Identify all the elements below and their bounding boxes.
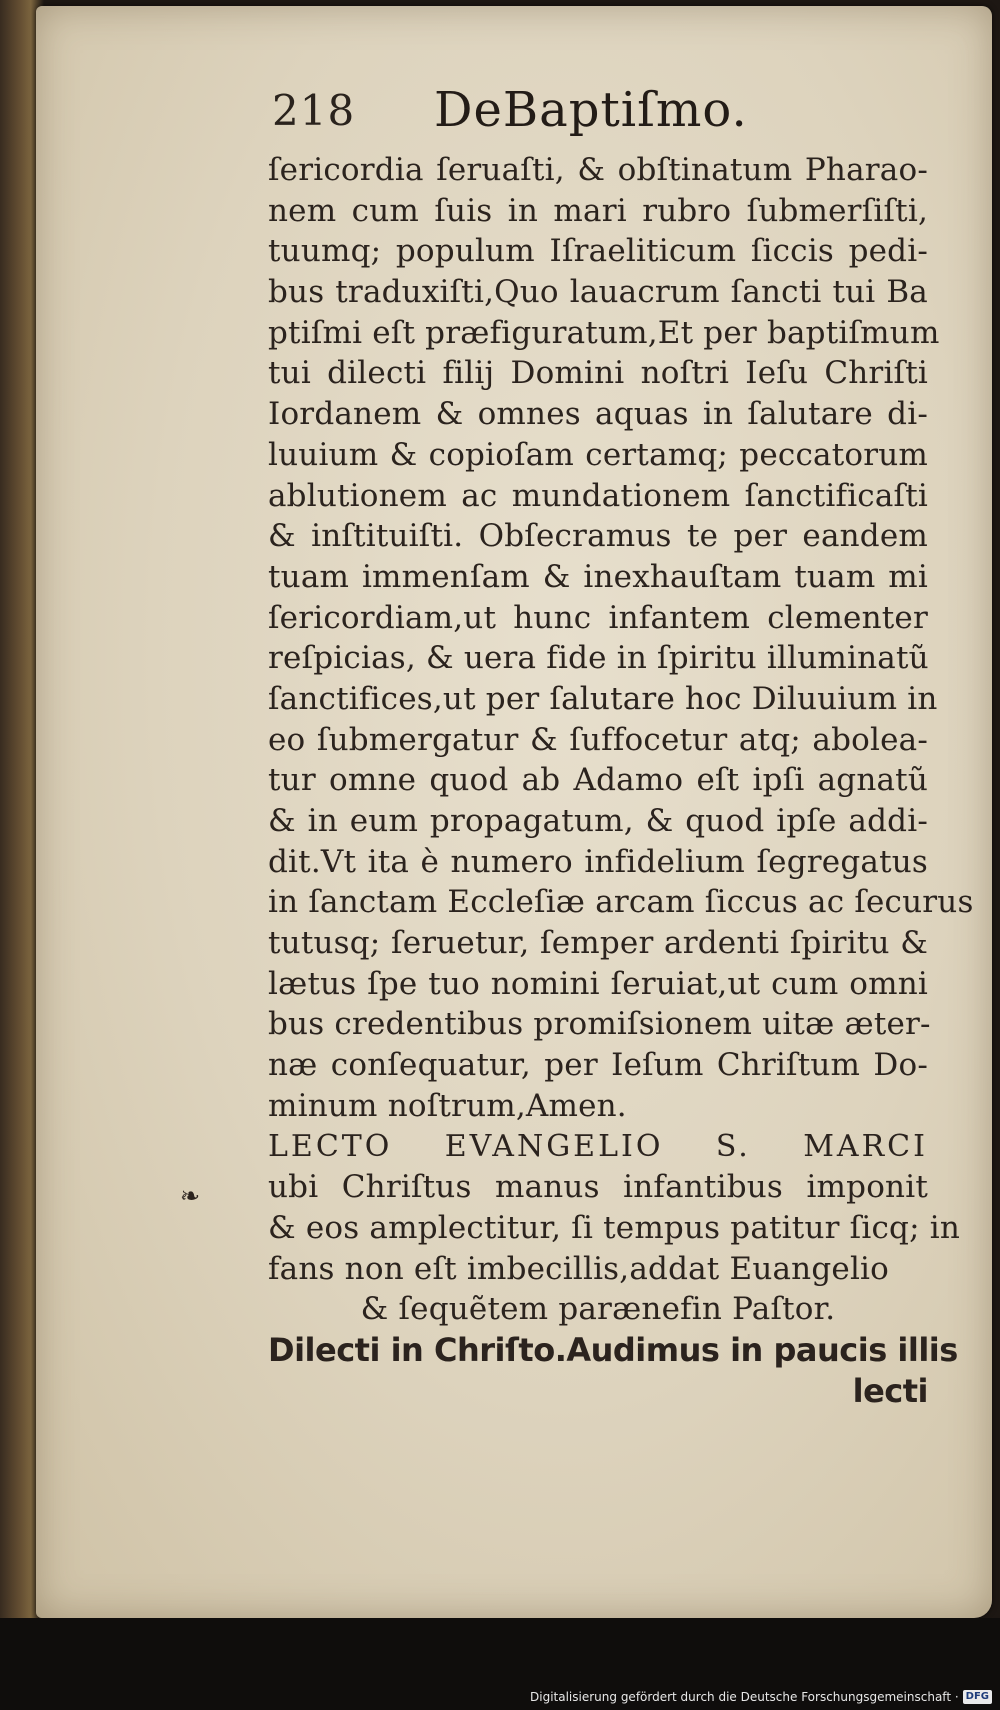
- text-line: luuium & copioſam certamq; peccatorum: [268, 436, 928, 473]
- text-line: ablutionem ac mundationem ſanctificaſti: [268, 477, 928, 514]
- catchword: lecti: [852, 1371, 928, 1410]
- digitization-credit: [530, 1690, 992, 1704]
- text-line: & in eum propagatum, & quod ipſe addi-: [268, 803, 928, 839]
- text-line: ſericordia ſeruaſti, & obſtinatum Pharao-: [268, 152, 928, 188]
- text-line: tur omne quod ab Adamo eſt ipſi agnatũ: [268, 762, 928, 799]
- text-line: ſericordiam,ut hunc infantem clementer: [268, 599, 928, 636]
- text-line: eo ſubmergatur & ſuffocetur atq; abolea-: [268, 721, 928, 758]
- text-line: nem cum ſuis in mari rubro ſubmerſiſti,: [268, 192, 928, 229]
- text-line: & inſtituiſti. Obſecramus te per eandem: [268, 518, 928, 555]
- rubric-heading: LECTO EVANGELIO S. MARCI: [268, 1128, 928, 1164]
- text-line: næ conſequatur, per Ieſum Chriſtum Do-: [268, 1047, 928, 1084]
- text-line: Iordanem & omnes aquas in ſalutare di-: [268, 396, 928, 433]
- text-line: tuumq; populum Iſraeliticum ſiccis pedi-: [268, 233, 928, 270]
- text-line: tutusq; ſeruetur, ſemper ardenti ſpiritu &: [268, 925, 928, 962]
- blackletter-line: Dilecti in Chriſto.Audimus in paucis illis: [268, 1330, 958, 1369]
- text-line: tuam immenſam & inexhauſtam tuam mi: [268, 558, 928, 595]
- credit-text: Digitalisierung gefördert durch die Deutsche Forschungsgemeinschaft ·: [530, 1690, 959, 1704]
- rubric-line: fans non eſt imbecillis,addat Euangelio: [268, 1250, 890, 1287]
- text-line: bus traduxiſti,Quo lauacrum ſancti tui Ba: [268, 274, 928, 311]
- text-line: tui dilecti filij Domini noſtri Ieſu Chriſti: [268, 355, 928, 392]
- page-number: 218: [272, 86, 356, 135]
- main-text: [268, 150, 974, 1411]
- text-line: bus credentibus promiſsionem uitæ æter-: [268, 1006, 931, 1043]
- margin-mark: ❧: [180, 1182, 201, 1210]
- text-line: reſpicias, & uera fide in ſpiritu illuminatũ: [268, 640, 929, 677]
- text-line: dit.Vt ita è numero infidelium ſegregatus: [268, 843, 928, 880]
- text-line: minum noſtrum,Amen.: [268, 1087, 627, 1124]
- page-header: [272, 82, 912, 150]
- text-line: ſanctifices,ut per ſalutare hoc Diluuium in: [268, 680, 938, 717]
- rubric-line: ubi Chriſtus manus infantibus imponit: [268, 1169, 928, 1206]
- rubric-line: & ſequẽtem parænefin Paſtor.: [360, 1291, 836, 1328]
- text-line: lætus ſpe tuo nomini ſeruiat,ut cum omni: [268, 965, 928, 1002]
- text-line: in ſanctam Eccleſiæ arcam ſiccus ac ſecurus: [268, 884, 974, 921]
- text-line: ptiſmi eſt præfiguratum,Et per baptiſmum: [268, 314, 940, 351]
- rubric-line: & eos amplectitur, ſi tempus patitur ſicq; in: [268, 1209, 961, 1246]
- running-title: DeBaptiſmo.: [434, 82, 748, 138]
- dfg-logo: DFG: [963, 1690, 992, 1704]
